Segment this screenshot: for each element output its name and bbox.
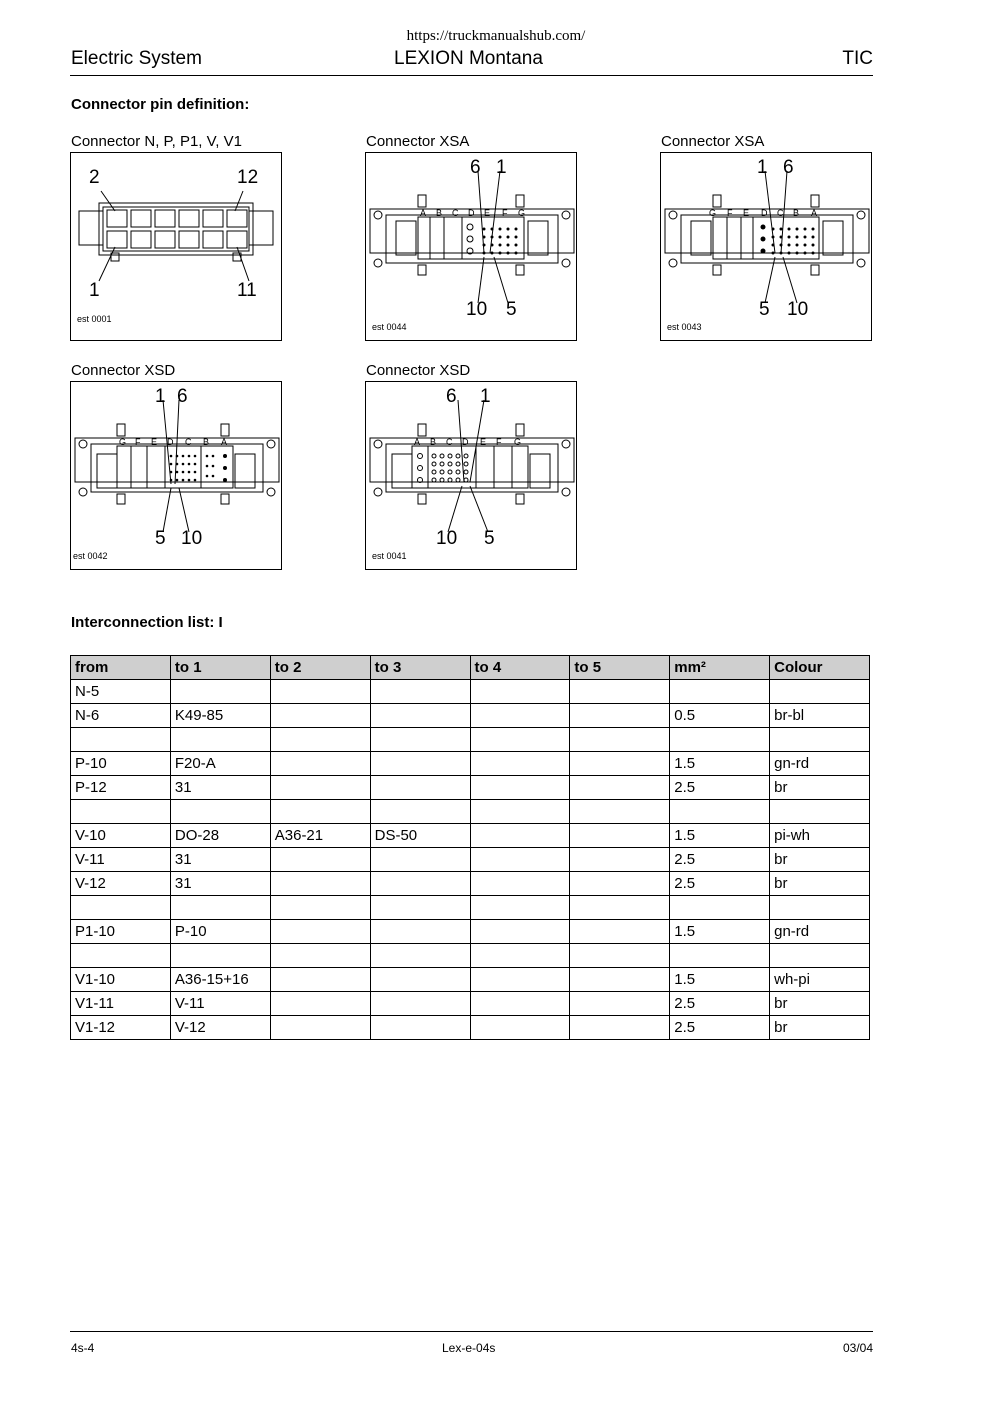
table-cell [470,968,570,992]
column-header: to 4 [470,656,570,680]
table-cell [170,896,270,920]
table-row [71,848,870,872]
table-cell [470,920,570,944]
column-letter: B [203,437,210,447]
table-cell: br [770,848,870,872]
table-cell [370,872,470,896]
table-cell [570,992,670,1016]
table-cell: A36-15+16 [170,968,270,992]
column-letter: F [727,208,733,218]
connector-caption-2: Connector XSA [366,133,470,150]
column-letter: C [446,437,453,447]
table-cell [670,800,770,824]
table-cell [170,680,270,704]
table-cell: V-11 [170,992,270,1016]
table-cell: gn-rd [770,920,870,944]
table-cell [370,896,470,920]
table-cell [370,728,470,752]
table-cell [370,752,470,776]
footer-page-number: 4s-4 [71,1341,95,1355]
table-cell [270,872,370,896]
figure-code: est 0001 [77,314,112,324]
connector-caption-5: Connector XSD [366,362,471,379]
table-cell [270,992,370,1016]
table-cell: 2.5 [670,872,770,896]
column-header: to 2 [270,656,370,680]
column-letter: G [518,208,526,218]
column-letter: B [793,208,800,218]
pin-label: 6 [783,157,794,178]
table-row [71,944,870,968]
table-cell [570,752,670,776]
column-letter: G [119,437,127,447]
table-cell: 2.5 [670,776,770,800]
table-cell [270,848,370,872]
table-cell [570,800,670,824]
table-cell [770,728,870,752]
table-cell [470,800,570,824]
table-cell [670,728,770,752]
column-header: mm² [670,656,770,680]
table-cell [270,968,370,992]
table-row [71,824,870,848]
column-letter: D [761,208,768,218]
column-letter: D [167,437,174,447]
pin-label: 1 [480,386,491,407]
table-cell: br [770,872,870,896]
table-cell [270,776,370,800]
table-cell: V1-11 [71,992,171,1016]
table-row [71,776,870,800]
pin-label: 1 [89,280,100,301]
pin-label: 10 [466,299,488,320]
table-row [71,680,870,704]
footer-document-code: Lex-e-04s [442,1341,496,1355]
table-cell: 1.5 [670,752,770,776]
table-cell [570,872,670,896]
table-cell: P1-10 [71,920,171,944]
table-cell: pi-wh [770,824,870,848]
table-cell: 2.5 [670,1016,770,1040]
pin-label: 11 [237,280,257,301]
column-letter: C [452,208,459,218]
table-cell: K49-85 [170,704,270,728]
column-letter: B [430,437,437,447]
table-cell [570,920,670,944]
table-cell [570,776,670,800]
table-cell: wh-pi [770,968,870,992]
pin-label: 6 [446,386,457,407]
table-body [71,680,870,1040]
table-cell [770,680,870,704]
table-cell [270,752,370,776]
column-letter: C [185,437,192,447]
column-letter: E [743,208,750,218]
table-row [71,1016,870,1040]
table-cell: N-5 [71,680,171,704]
table-cell [570,848,670,872]
table-cell: br-bl [770,704,870,728]
table-cell: 31 [170,776,270,800]
interconnection-table [70,655,870,1040]
figure-code: est 0041 [372,551,407,561]
table-cell: V-10 [71,824,171,848]
table-cell: 1.5 [670,968,770,992]
table-cell [670,944,770,968]
table-cell: DS-50 [370,824,470,848]
column-letter: G [709,208,717,218]
table-cell [370,680,470,704]
table-cell [71,896,171,920]
table-cell [370,704,470,728]
figure-code: est 0043 [667,322,702,332]
table-cell: 31 [170,872,270,896]
pin-label: 5 [506,299,517,320]
connector-caption-4: Connector XSD [71,362,176,379]
column-letter: F [496,437,502,447]
table-cell: V-12 [71,872,171,896]
figure-code: est 0042 [73,551,108,561]
table-cell [270,704,370,728]
pin-label: 6 [177,386,188,407]
table-cell [370,992,470,1016]
pin-label: 5 [155,528,166,549]
table-cell: 1.5 [670,824,770,848]
table-cell: P-10 [71,752,171,776]
table-cell: br [770,992,870,1016]
column-letter: D [468,208,475,218]
table-cell [170,944,270,968]
connector-diagram-xsa-2 [660,152,872,341]
table-cell [670,896,770,920]
column-letter: E [151,437,158,447]
table-cell: br [770,1016,870,1040]
table-cell [71,944,171,968]
table-row [71,704,870,728]
table-row [71,896,870,920]
table-cell: br [770,776,870,800]
table-cell [470,872,570,896]
table-row [71,752,870,776]
connector-xsd-2-drawing [366,382,578,571]
table-cell [270,896,370,920]
table-cell [770,896,870,920]
table-cell [370,1016,470,1040]
source-url: https://truckmanualshub.com/ [406,28,586,44]
table-cell [370,848,470,872]
pin-label: 1 [496,157,507,178]
table-cell [470,1016,570,1040]
interconnection-heading: Interconnection list: I [71,614,223,631]
table-row [71,920,870,944]
header-chapter-code: TIC [842,48,873,69]
pin-label: 1 [757,157,768,178]
table-cell [170,728,270,752]
table-cell [470,896,570,920]
table-cell [770,800,870,824]
table-cell [570,968,670,992]
column-letter: A [420,208,427,218]
table-cell: P-10 [170,920,270,944]
table-cell [71,728,171,752]
table-cell [370,944,470,968]
pin-label: 2 [89,167,100,188]
table-cell: N-6 [71,704,171,728]
table-cell [270,920,370,944]
table-cell [670,680,770,704]
connector-caption-3: Connector XSA [661,133,765,150]
table-row [71,992,870,1016]
table-cell [470,776,570,800]
column-header: to 1 [170,656,270,680]
table-row [71,728,870,752]
table-cell [71,800,171,824]
table-cell [570,680,670,704]
table-cell [270,680,370,704]
table-cell [470,680,570,704]
pin-label: 10 [181,528,203,549]
table-cell: P-12 [71,776,171,800]
table-cell [770,944,870,968]
column-letter: C [777,208,784,218]
table-cell [470,704,570,728]
column-letter: D [462,437,469,447]
figure-code: est 0044 [372,322,407,332]
table-cell [370,968,470,992]
header-section-title: Electric System [71,48,202,69]
connector-diagram-xsd-1 [70,381,282,570]
table-cell: 2.5 [670,992,770,1016]
table-cell: V1-10 [71,968,171,992]
table-cell: V-12 [170,1016,270,1040]
footer-rule [70,1331,873,1332]
table-cell [270,800,370,824]
table-cell [370,920,470,944]
connector-diagram-xsd-2 [365,381,577,570]
pin-label: 5 [484,528,495,549]
table-cell [570,1016,670,1040]
table-row [71,872,870,896]
column-letter: A [221,437,228,447]
connector-caption-1: Connector N, P, P1, V, V1 [71,133,242,150]
table-cell [570,824,670,848]
table-cell [470,848,570,872]
column-header: from [71,656,171,680]
column-letter: B [436,208,443,218]
column-letter: A [811,208,818,218]
table-cell [270,1016,370,1040]
table-row [71,800,870,824]
table-cell [170,800,270,824]
table-cell: 1.5 [670,920,770,944]
pin-definition-heading: Connector pin definition: [71,96,250,113]
table-cell [570,728,670,752]
table-cell [570,896,670,920]
connector-diagram-xsa-1 [365,152,577,341]
table-cell: V-11 [71,848,171,872]
column-letter: E [484,208,491,218]
pin-label: 1 [155,386,166,407]
table-cell: gn-rd [770,752,870,776]
table-cell: A36-21 [270,824,370,848]
column-letter: G [514,437,522,447]
table-cell: F20-A [170,752,270,776]
column-header: Colour [770,656,870,680]
connector-xsd-1-drawing [71,382,283,571]
table-cell [470,728,570,752]
table-cell [270,944,370,968]
table-cell [570,704,670,728]
table-cell [470,824,570,848]
table-header-row [71,656,870,680]
column-letter: F [135,437,141,447]
column-header: to 5 [570,656,670,680]
pin-label: 5 [759,299,770,320]
table-cell [470,944,570,968]
pin-label: 10 [787,299,809,320]
column-letter: F [502,208,508,218]
table-cell [470,752,570,776]
table-cell [270,728,370,752]
pin-label: 6 [470,157,481,178]
table-cell: 2.5 [670,848,770,872]
footer-date: 03/04 [842,1341,873,1355]
column-letter: E [480,437,487,447]
table-cell [370,776,470,800]
table-cell [470,992,570,1016]
table-cell [570,944,670,968]
header-model-title: LEXION Montana [394,48,543,69]
pin-label: 12 [237,167,259,188]
table-cell: 0.5 [670,704,770,728]
connector-diagram-n-p [70,152,282,341]
table-cell: 31 [170,848,270,872]
table-row [71,968,870,992]
table-cell: DO-28 [170,824,270,848]
table-cell [370,800,470,824]
table-cell: V1-12 [71,1016,171,1040]
header-rule [70,75,873,76]
column-header: to 3 [370,656,470,680]
pin-label: 10 [436,528,458,549]
column-letter: A [414,437,421,447]
